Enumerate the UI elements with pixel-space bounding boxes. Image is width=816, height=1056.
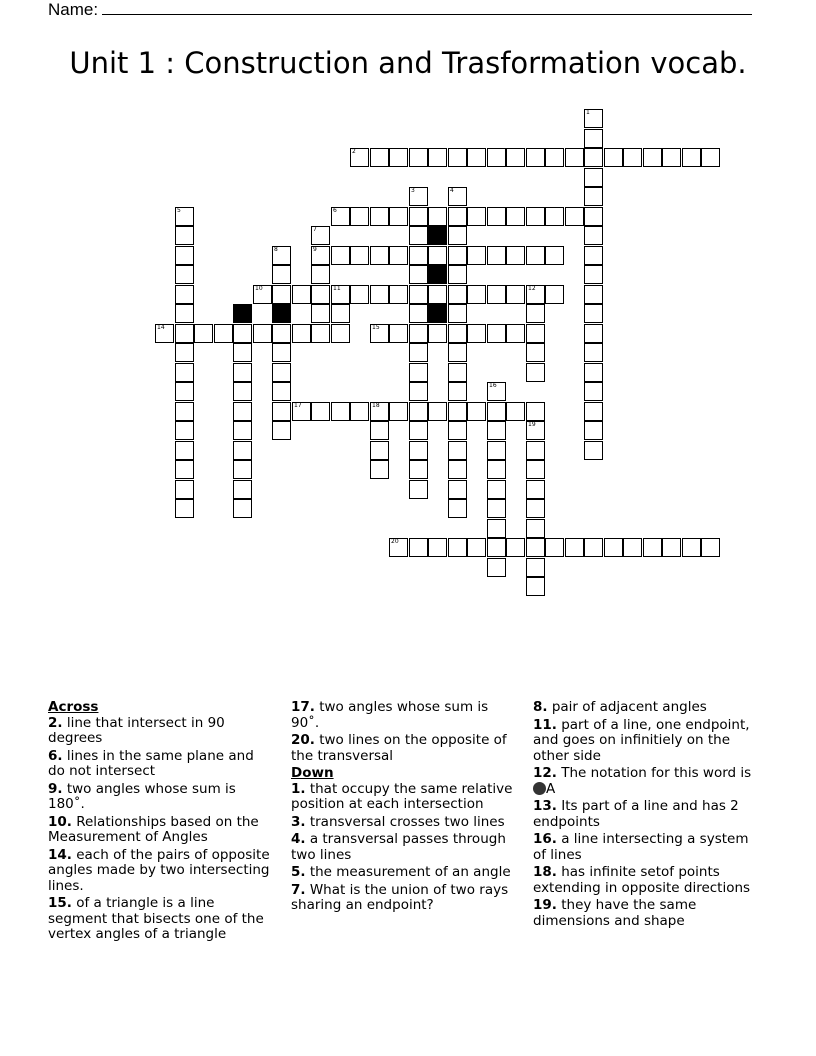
crossword-cell[interactable] — [584, 246, 603, 265]
crossword-cell[interactable] — [448, 148, 467, 167]
crossword-cell[interactable] — [604, 148, 623, 167]
clue-number: 13 — [235, 304, 243, 311]
clue-down-3: 3. transversal crosses two lines — [291, 813, 505, 830]
crossword-cell[interactable] — [584, 343, 603, 362]
crossword-cell[interactable] — [506, 285, 525, 304]
crossword-cell[interactable] — [584, 285, 603, 304]
crossword-cell[interactable] — [311, 226, 330, 245]
crossword-cell[interactable] — [272, 265, 291, 284]
crossword-cell[interactable] — [428, 148, 447, 167]
crossword-cell[interactable] — [448, 421, 467, 440]
clue-number: 17 — [294, 402, 302, 409]
crossword-cell[interactable] — [428, 538, 447, 557]
crossword-cell[interactable] — [389, 246, 408, 265]
crossword-cell[interactable] — [370, 460, 389, 479]
crossword-cell[interactable] — [584, 402, 603, 421]
crossword-cell[interactable] — [175, 363, 194, 382]
crossword-cell[interactable] — [350, 402, 369, 421]
crossword-cell[interactable] — [233, 460, 252, 479]
crossword-cell[interactable] — [175, 246, 194, 265]
crossword-cell[interactable] — [370, 324, 389, 343]
clue-across-9: 9. two angles whose sum is 180˚. — [48, 780, 236, 812]
clue-down-11: 11. part of a line, one endpoint, and goes on infinitiely on the other side — [533, 716, 750, 764]
crossword-cell[interactable] — [506, 538, 525, 557]
crossword-cell[interactable] — [487, 421, 506, 440]
clue-down-7: 7. What is the union of two rays sharing an endpoint? — [291, 881, 509, 913]
crossword-cell[interactable] — [272, 246, 291, 265]
crossword-cell[interactable] — [506, 324, 525, 343]
clue-down-8: 8. pair of adjacent angles — [533, 699, 707, 715]
crossword-cell[interactable] — [584, 129, 603, 148]
crossword-cell[interactable] — [409, 460, 428, 479]
crossword-cell[interactable] — [467, 246, 486, 265]
clue-across-10: 10. Relationships based on the Measurement of Angles — [48, 813, 259, 845]
crossword-cell[interactable] — [448, 499, 467, 518]
crossword-cell[interactable] — [506, 402, 525, 421]
crossword-cell[interactable] — [584, 148, 603, 167]
crossword-cell[interactable] — [467, 207, 486, 226]
crossword-cell[interactable] — [370, 285, 389, 304]
crossword-cell[interactable] — [175, 343, 194, 362]
crossword-block — [428, 226, 447, 245]
crossword-cell[interactable] — [311, 304, 330, 323]
crossword-cell[interactable] — [175, 265, 194, 284]
crossword-cell[interactable] — [584, 538, 603, 557]
crossword-cell[interactable] — [409, 421, 428, 440]
crossword-cell[interactable] — [409, 480, 428, 499]
clue-down-1: 1. that occupy the same relative position at each intersection — [291, 780, 513, 812]
crossword-cell[interactable] — [545, 538, 564, 557]
clue-across-15: 15. of a triangle is a line segment that bisects one of the vertex angles of a triangle — [48, 895, 264, 942]
crossword-cell[interactable] — [467, 148, 486, 167]
crossword-cell[interactable] — [175, 304, 194, 323]
crossword-cell[interactable] — [409, 148, 428, 167]
crossword-cell[interactable] — [175, 285, 194, 304]
crossword-cell[interactable] — [584, 207, 603, 226]
crossword-cell[interactable] — [487, 480, 506, 499]
crossword-cell[interactable] — [467, 402, 486, 421]
clue-number: 8 — [274, 246, 278, 253]
crossword-cell[interactable] — [272, 402, 291, 421]
crossword-cell[interactable] — [233, 324, 252, 343]
crossword-cell[interactable] — [350, 246, 369, 265]
crossword-cell[interactable] — [389, 402, 408, 421]
clue-down-16: 16. a line intersecting a system of lines — [533, 831, 749, 863]
crossword-cell[interactable] — [409, 187, 428, 206]
crossword-cell[interactable] — [565, 148, 584, 167]
crossword-cell[interactable] — [389, 207, 408, 226]
crossword-cell[interactable] — [389, 538, 408, 557]
crossword-cell[interactable] — [175, 460, 194, 479]
crossword-cell[interactable] — [428, 246, 447, 265]
crossword-cell[interactable] — [448, 441, 467, 460]
crossword-cell[interactable] — [526, 538, 545, 557]
crossword-cell[interactable] — [584, 363, 603, 382]
crossword-cell[interactable] — [487, 324, 506, 343]
crossword-cell[interactable] — [350, 148, 369, 167]
crossword-cell[interactable] — [409, 304, 428, 323]
clue-number: 19 — [528, 421, 536, 428]
crossword-block — [428, 265, 447, 284]
crossword-cell[interactable] — [409, 441, 428, 460]
crossword-cell[interactable] — [643, 538, 662, 557]
crossword-cell[interactable] — [487, 519, 506, 538]
crossword-cell[interactable] — [604, 538, 623, 557]
across-heading: Across — [48, 699, 99, 715]
clue-number: 4 — [450, 187, 454, 194]
crossword-cell[interactable] — [233, 480, 252, 499]
clue-down-13: 13. Its part of a line and has 2 endpoints — [533, 798, 739, 830]
crossword-cell[interactable] — [584, 187, 603, 206]
crossword-cell[interactable] — [272, 421, 291, 440]
crossword-cell[interactable] — [331, 246, 350, 265]
clue-number: 3 — [411, 187, 415, 194]
clue-number: 10 — [255, 285, 263, 292]
crossword-cell[interactable] — [155, 324, 174, 343]
crossword-cell[interactable] — [233, 402, 252, 421]
crossword-cell[interactable] — [311, 285, 330, 304]
clue-number: 18 — [372, 402, 380, 409]
crossword-cell[interactable] — [331, 285, 350, 304]
crossword-cell[interactable] — [448, 363, 467, 382]
crossword-cell[interactable] — [506, 207, 525, 226]
clues-column-1 — [48, 700, 274, 945]
crossword-cell[interactable] — [623, 148, 642, 167]
crossword-cell[interactable] — [448, 382, 467, 401]
crossword-cell[interactable] — [370, 246, 389, 265]
crossword-cell[interactable] — [428, 207, 447, 226]
crossword-cell[interactable] — [682, 538, 701, 557]
crossword-cell[interactable] — [584, 168, 603, 187]
crossword-cell[interactable] — [292, 285, 311, 304]
crossword-cell[interactable] — [584, 226, 603, 245]
crossword-cell[interactable] — [526, 441, 545, 460]
crossword-cell[interactable] — [175, 441, 194, 460]
crossword-cell[interactable] — [448, 226, 467, 245]
crossword-cell[interactable] — [623, 538, 642, 557]
crossword-cell[interactable] — [409, 363, 428, 382]
crossword-cell[interactable] — [175, 402, 194, 421]
crossword-cell[interactable] — [487, 148, 506, 167]
crossword-cell[interactable] — [214, 324, 233, 343]
crossword-cell[interactable] — [428, 285, 447, 304]
crossword-cell[interactable] — [526, 402, 545, 421]
crossword-cell[interactable] — [350, 285, 369, 304]
crossword-cell[interactable] — [175, 480, 194, 499]
crossword-cell[interactable] — [233, 343, 252, 362]
clue-number: 1 — [586, 109, 590, 116]
crossword-cell[interactable] — [448, 324, 467, 343]
clue-number: 11 — [333, 285, 341, 292]
clue-number: 12 — [528, 285, 536, 292]
crossword-cell[interactable] — [272, 363, 291, 382]
crossword-cell[interactable] — [292, 324, 311, 343]
crossword-cell[interactable] — [311, 265, 330, 284]
clue-across-17: 17. two angles whose sum is 90˚. — [291, 699, 489, 731]
crossword-cell[interactable] — [370, 148, 389, 167]
crossword-cell[interactable] — [448, 480, 467, 499]
crossword-cell[interactable] — [448, 246, 467, 265]
crossword-cell[interactable] — [584, 421, 603, 440]
crossword-cell[interactable] — [565, 207, 584, 226]
crossword-cell[interactable] — [487, 382, 506, 401]
crossword-cell[interactable] — [272, 285, 291, 304]
crossword-cell[interactable] — [448, 402, 467, 421]
clue-down-12: 12. The notation for this word is A — [533, 765, 752, 797]
crossword-cell[interactable] — [662, 148, 681, 167]
crossword-cell[interactable] — [487, 558, 506, 577]
crossword-cell[interactable] — [662, 538, 681, 557]
crossword-cell[interactable] — [253, 324, 272, 343]
crossword-cell[interactable] — [487, 285, 506, 304]
crossword-cell[interactable] — [311, 246, 330, 265]
crossword-cell[interactable] — [370, 421, 389, 440]
crossword-cell[interactable] — [448, 187, 467, 206]
crossword-cell[interactable] — [409, 285, 428, 304]
crossword-cell[interactable] — [448, 265, 467, 284]
crossword-cell[interactable] — [467, 285, 486, 304]
crossword-cell[interactable] — [526, 558, 545, 577]
clue-number: 6 — [333, 207, 337, 214]
crossword-cell[interactable] — [526, 285, 545, 304]
crossword-cell[interactable] — [701, 148, 720, 167]
crossword-cell[interactable] — [350, 207, 369, 226]
crossword-cell[interactable] — [487, 499, 506, 518]
crossword-cell[interactable] — [526, 577, 545, 596]
crossword-cell[interactable] — [487, 402, 506, 421]
crossword-cell[interactable] — [175, 226, 194, 245]
crossword-cell[interactable] — [487, 538, 506, 557]
crossword-cell[interactable] — [565, 538, 584, 557]
crossword-cell[interactable] — [409, 343, 428, 362]
clues-column-2 — [291, 700, 519, 916]
crossword-cell[interactable] — [409, 226, 428, 245]
crossword-cell[interactable] — [233, 441, 252, 460]
crossword-cell[interactable] — [233, 363, 252, 382]
down-heading: Down — [291, 765, 334, 781]
crossword-cell[interactable] — [448, 460, 467, 479]
crossword-cell[interactable] — [584, 324, 603, 343]
crossword-cell[interactable] — [526, 246, 545, 265]
clue-number: 16 — [489, 382, 497, 389]
crossword-cell[interactable] — [331, 304, 350, 323]
crossword-cell[interactable] — [467, 324, 486, 343]
crossword-cell[interactable] — [428, 324, 447, 343]
crossword-cell[interactable] — [409, 207, 428, 226]
crossword-cell[interactable] — [370, 402, 389, 421]
crossword-cell[interactable] — [272, 343, 291, 362]
crossword-cell[interactable] — [584, 265, 603, 284]
crossword-cell[interactable] — [409, 538, 428, 557]
crossword-cell[interactable] — [175, 421, 194, 440]
crossword-cell[interactable] — [175, 207, 194, 226]
crossword-cell[interactable] — [311, 324, 330, 343]
crossword-cell[interactable] — [448, 538, 467, 557]
crossword-cell[interactable] — [175, 499, 194, 518]
crossword-cell[interactable] — [331, 207, 350, 226]
crossword-cell[interactable] — [506, 148, 525, 167]
crossword-cell[interactable] — [331, 324, 350, 343]
crossword-cell[interactable] — [409, 324, 428, 343]
crossword-cell[interactable] — [175, 324, 194, 343]
clue-number: 15 — [372, 324, 380, 331]
crossword-cell[interactable] — [545, 246, 564, 265]
crossword-cell[interactable] — [526, 343, 545, 362]
crossword-cell[interactable] — [584, 109, 603, 128]
crossword-cell[interactable] — [526, 421, 545, 440]
crossword-cell[interactable] — [448, 285, 467, 304]
crossword-cell[interactable] — [448, 304, 467, 323]
crossword-cell[interactable] — [175, 382, 194, 401]
crossword-cell[interactable] — [584, 382, 603, 401]
crossword-cell[interactable] — [526, 499, 545, 518]
crossword-cell[interactable] — [194, 324, 213, 343]
clue-down-18: 18. has infinite setof points extending in opposite directions — [533, 864, 751, 896]
clue-down-5: 5. the measurement of an angle — [291, 864, 511, 880]
clue-number: 2 — [352, 148, 356, 155]
crossword-cell[interactable] — [467, 538, 486, 557]
crossword-cell[interactable] — [584, 304, 603, 323]
clue-number: 14 — [157, 324, 165, 331]
crossword-cell[interactable] — [643, 148, 662, 167]
crossword-cell[interactable] — [487, 246, 506, 265]
crossword-cell[interactable] — [389, 148, 408, 167]
crossword-cell[interactable] — [682, 148, 701, 167]
crossword-cell[interactable] — [584, 441, 603, 460]
crossword-cell[interactable] — [331, 402, 350, 421]
crossword-cell[interactable] — [272, 324, 291, 343]
crossword-cell[interactable] — [253, 285, 272, 304]
crossword-cell[interactable] — [545, 207, 564, 226]
clues-column-3 — [533, 700, 765, 931]
clue-across-6: 6. lines in the same plane and do not intersect — [48, 747, 254, 779]
clue-across-14: 14. each of the pairs of opposite angles made by two intersecting lines. — [48, 846, 270, 894]
clue-down-4: 4. a transversal passes through two lines — [291, 831, 506, 863]
crossword-cell[interactable] — [487, 460, 506, 479]
crossword-cell[interactable] — [409, 382, 428, 401]
clue-number: 5 — [177, 207, 181, 214]
crossword-cell[interactable] — [311, 402, 330, 421]
crossword-cell[interactable] — [409, 402, 428, 421]
crossword-cell[interactable] — [526, 460, 545, 479]
crossword-cell[interactable] — [233, 421, 252, 440]
crossword-cell[interactable] — [526, 480, 545, 499]
clue-across-2: 2. line that intersect in 90 degrees — [48, 714, 225, 746]
crossword-cell[interactable] — [487, 441, 506, 460]
clue-down-19: 19. they have the same dimensions and shape — [533, 897, 697, 929]
crossword-cell[interactable] — [526, 519, 545, 538]
crossword-cell[interactable] — [506, 246, 525, 265]
crossword-cell[interactable] — [233, 382, 252, 401]
crossword-cell[interactable] — [526, 304, 545, 323]
crossword-cell[interactable] — [409, 265, 428, 284]
crossword-cell[interactable] — [526, 148, 545, 167]
crossword-cell[interactable] — [545, 148, 564, 167]
filled-circle-icon — [533, 782, 546, 795]
crossword-block — [233, 304, 252, 323]
crossword-cell[interactable] — [428, 402, 447, 421]
crossword-block — [428, 304, 447, 323]
clue-number: 9 — [313, 246, 317, 253]
clue-number: 20 — [391, 538, 399, 545]
crossword-cell[interactable] — [526, 207, 545, 226]
clue-across-20: 20. two lines on the opposite of the transversal — [291, 732, 507, 764]
crossword-cell[interactable] — [526, 363, 545, 382]
crossword-cell[interactable] — [701, 538, 720, 557]
crossword-block — [272, 304, 291, 323]
crossword-cell[interactable] — [389, 285, 408, 304]
name-label: Name: — [48, 0, 99, 19]
crossword-cell[interactable] — [233, 499, 252, 518]
page-title: Unit 1 : Construction and Trasformation vocab. — [69, 46, 747, 80]
crossword-cell[interactable] — [272, 382, 291, 401]
crossword-cell[interactable] — [487, 207, 506, 226]
crossword-cell[interactable] — [389, 324, 408, 343]
crossword-cell[interactable] — [448, 343, 467, 362]
crossword-cell[interactable] — [409, 246, 428, 265]
crossword-cell[interactable] — [526, 324, 545, 343]
crossword-cell[interactable] — [545, 285, 564, 304]
crossword-cell[interactable] — [370, 207, 389, 226]
crossword-cell[interactable] — [370, 441, 389, 460]
crossword-cell[interactable] — [292, 402, 311, 421]
clue-number: 7 — [313, 226, 317, 233]
crossword-cell[interactable] — [448, 207, 467, 226]
